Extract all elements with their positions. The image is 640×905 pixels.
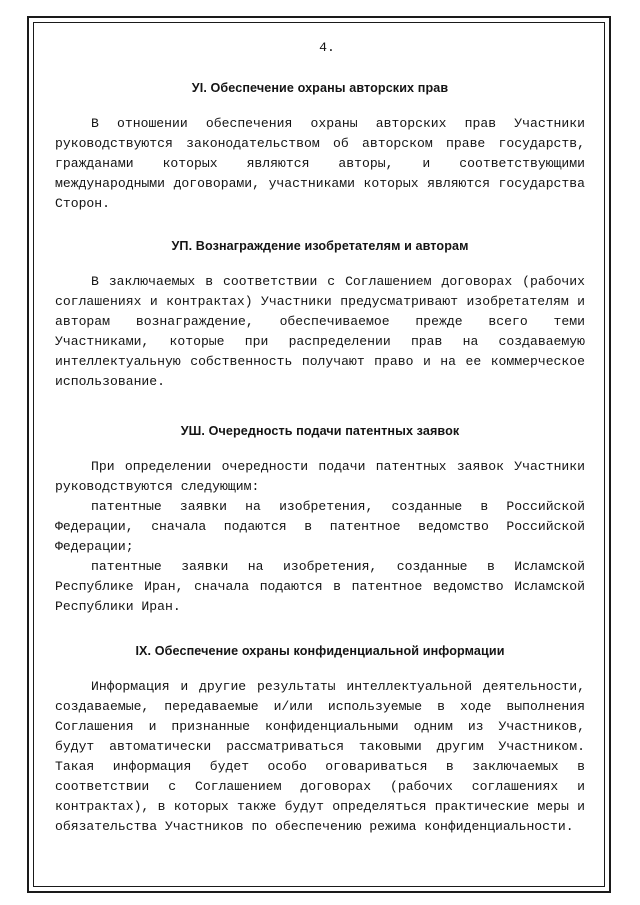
section-title: УI. Обеспечение охраны авторских прав	[191, 81, 449, 95]
paragraph: Информация и другие результаты интеллектуальной деятельности, создаваемые, передаваемые и/или используемые в ходе выполнения Соглашения и признанные конфиденциальными одним из Участников, будут автоматически рассматриваться таковыми другим Участником. Такая информация будет особо оговариваться в заключаемых в соответствии с Соглашением договорах (рабочих соглашениях и контрактах), в которых также будут определяться практические меры и обязательства Участников по обеспечению режима конфиденциальности.	[55, 679, 585, 834]
section-title: УШ. Очередность подачи патентных заявок	[180, 424, 460, 438]
section-copyright-protection	[55, 78, 585, 214]
document-page	[55, 38, 585, 837]
page-number: 4.	[319, 40, 335, 55]
paragraph: В отношении обеспечения охраны авторских прав Участники руководствуются законодательством об авторском праве государств, гражданами которых являются авторы, и соответствующими международными договорами, участниками которых являются государства Сторон.	[55, 116, 585, 211]
section-title: УП. Вознаграждение изобретателям и авторам	[171, 239, 469, 253]
paragraph: патентные заявки на изобретения, созданные в Российской Федерации, сначала подаются в патентное ведомство Российской Федерации;	[55, 499, 585, 554]
paragraph: При определении очередности подачи патентных заявок Участники руководствуются следующим:	[55, 459, 585, 494]
section-inventor-remuneration	[55, 236, 585, 392]
paragraph: В заключаемых в соответствии с Соглашением договорах (рабочих соглашениях и контрактах) Участники предусматривают изобретателям и авторам вознаграждение, обеспечиваемое прежде всего теми Участниками, которые при распределении прав на создаваемую интеллектуальную собственность получают право и на ее коммерческое использование.	[55, 274, 585, 389]
paragraph: патентные заявки на изобретения, созданные в Исламской Республике Иран, сначала подаются в патентное ведомство Исламской Республики Иран.	[55, 559, 585, 614]
section-title: IX. Обеспечение охраны конфиденциальной информации	[135, 644, 505, 658]
section-patent-filing-priority	[55, 421, 585, 617]
section-confidential-information	[55, 641, 585, 837]
